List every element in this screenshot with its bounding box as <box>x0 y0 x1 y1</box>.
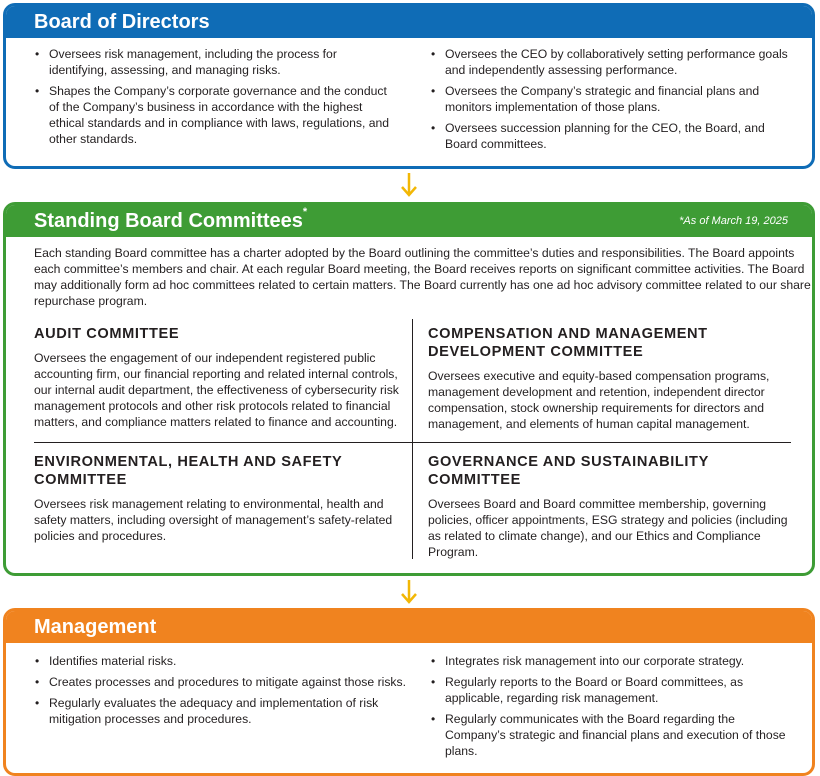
management-title: Management <box>6 611 812 643</box>
compensation-committee-text: Oversees executive and equity-based compensation programs, management development and retention, independent director compensation, stock ownership requirements for directors and management, and elements of human capital management. <box>428 369 770 431</box>
board-of-directors-box <box>3 3 815 169</box>
down-arrow-icon <box>399 172 419 198</box>
governance-committee-title: GOVERNANCE AND SUSTAINABILITY COMMITTEE <box>428 454 709 488</box>
governance-committee-text: Oversees Board and Board committee membership, governing policies, officer appointments, ESG strategy and policies (including as related to climate change), and our Ethics and Compliance Program. <box>428 497 788 559</box>
list-item: • Oversees succession planning for the CEO, the Board, and Board committees. <box>430 120 790 152</box>
list-item: • Integrates risk management into our corporate strategy. <box>430 653 790 669</box>
list-item: • Identifies material risks. <box>34 653 414 669</box>
ehs-committee <box>34 453 400 544</box>
audit-committee <box>34 325 400 430</box>
ehs-committee-title: ENVIRONMENTAL, HEALTH AND SAFETY COMMITTEE <box>34 454 343 488</box>
committees-title: Standing Board Committees <box>34 210 303 232</box>
list-item: • Regularly communicates with the Board regarding the Company’s strategic and financial plans and execution of those plans. <box>430 711 790 759</box>
audit-committee-text: Oversees the engagement of our independent registered public accounting firm, our financial reporting and related internal controls, our internal audit department, the effectiveness of cybersecurity risk management protocols and other risk protocols related to financial matters, and compliance matters related to finance and accounting. <box>34 351 399 429</box>
list-item: • Oversees risk management, including the process for identifying, assessing, and managing risks. <box>34 46 394 78</box>
vertical-divider <box>412 319 413 559</box>
list-item: • Oversees the CEO by collaboratively setting performance goals and independently assessing performance. <box>430 46 790 78</box>
governance-committee <box>428 453 790 560</box>
management-right-list <box>430 653 790 764</box>
list-item: • Creates processes and procedures to mitigate against those risks. <box>34 674 414 690</box>
audit-committee-title: AUDIT COMMITTEE <box>34 326 180 342</box>
management-left-list <box>34 653 414 732</box>
down-arrow-icon <box>399 579 419 605</box>
committees-header <box>6 205 812 237</box>
list-item: • Regularly evaluates the adequacy and implementation of risk mitigation processes and procedures. <box>34 695 414 727</box>
list-item: • Oversees the Company’s strategic and financial plans and monitors implementation of those plans. <box>430 83 790 115</box>
board-left-list <box>34 46 394 152</box>
committees-title-mark: * <box>302 206 308 218</box>
standing-committees-box <box>3 202 815 576</box>
list-item: • Shapes the Company’s corporate governance and the conduct of the Company’s business in accordance with the highest ethical standards and in compliance with laws, regulations, and other standards. <box>34 83 394 147</box>
management-box <box>3 608 815 776</box>
compensation-committee-title: COMPENSATION AND MANAGEMENT DEVELOPMENT COMMITTEE <box>428 326 708 360</box>
horizontal-divider <box>34 442 791 443</box>
list-item: • Regularly reports to the Board or Board committees, as applicable, regarding risk management. <box>430 674 790 706</box>
as-of-note: *As of March 19, 2025 <box>679 215 788 227</box>
compensation-committee <box>428 325 790 432</box>
committees-intro: Each standing Board committee has a charter adopted by the Board outlining the committee’s duties and responsibilities. The Board appoints each committee’s members and chair. At each regular Board meeting, the Board receives reports on significant committee activities. The Board may additionally form ad hoc committees related to certain matters. The Board currently has one ad hoc advisory committee related to our share repurchase program. <box>34 246 811 308</box>
ehs-committee-text: Oversees risk management relating to environmental, health and safety matters, including oversight of management’s safety-related policies and procedures. <box>34 497 393 543</box>
board-title: Board of Directors <box>6 6 812 38</box>
board-right-list <box>430 46 790 157</box>
